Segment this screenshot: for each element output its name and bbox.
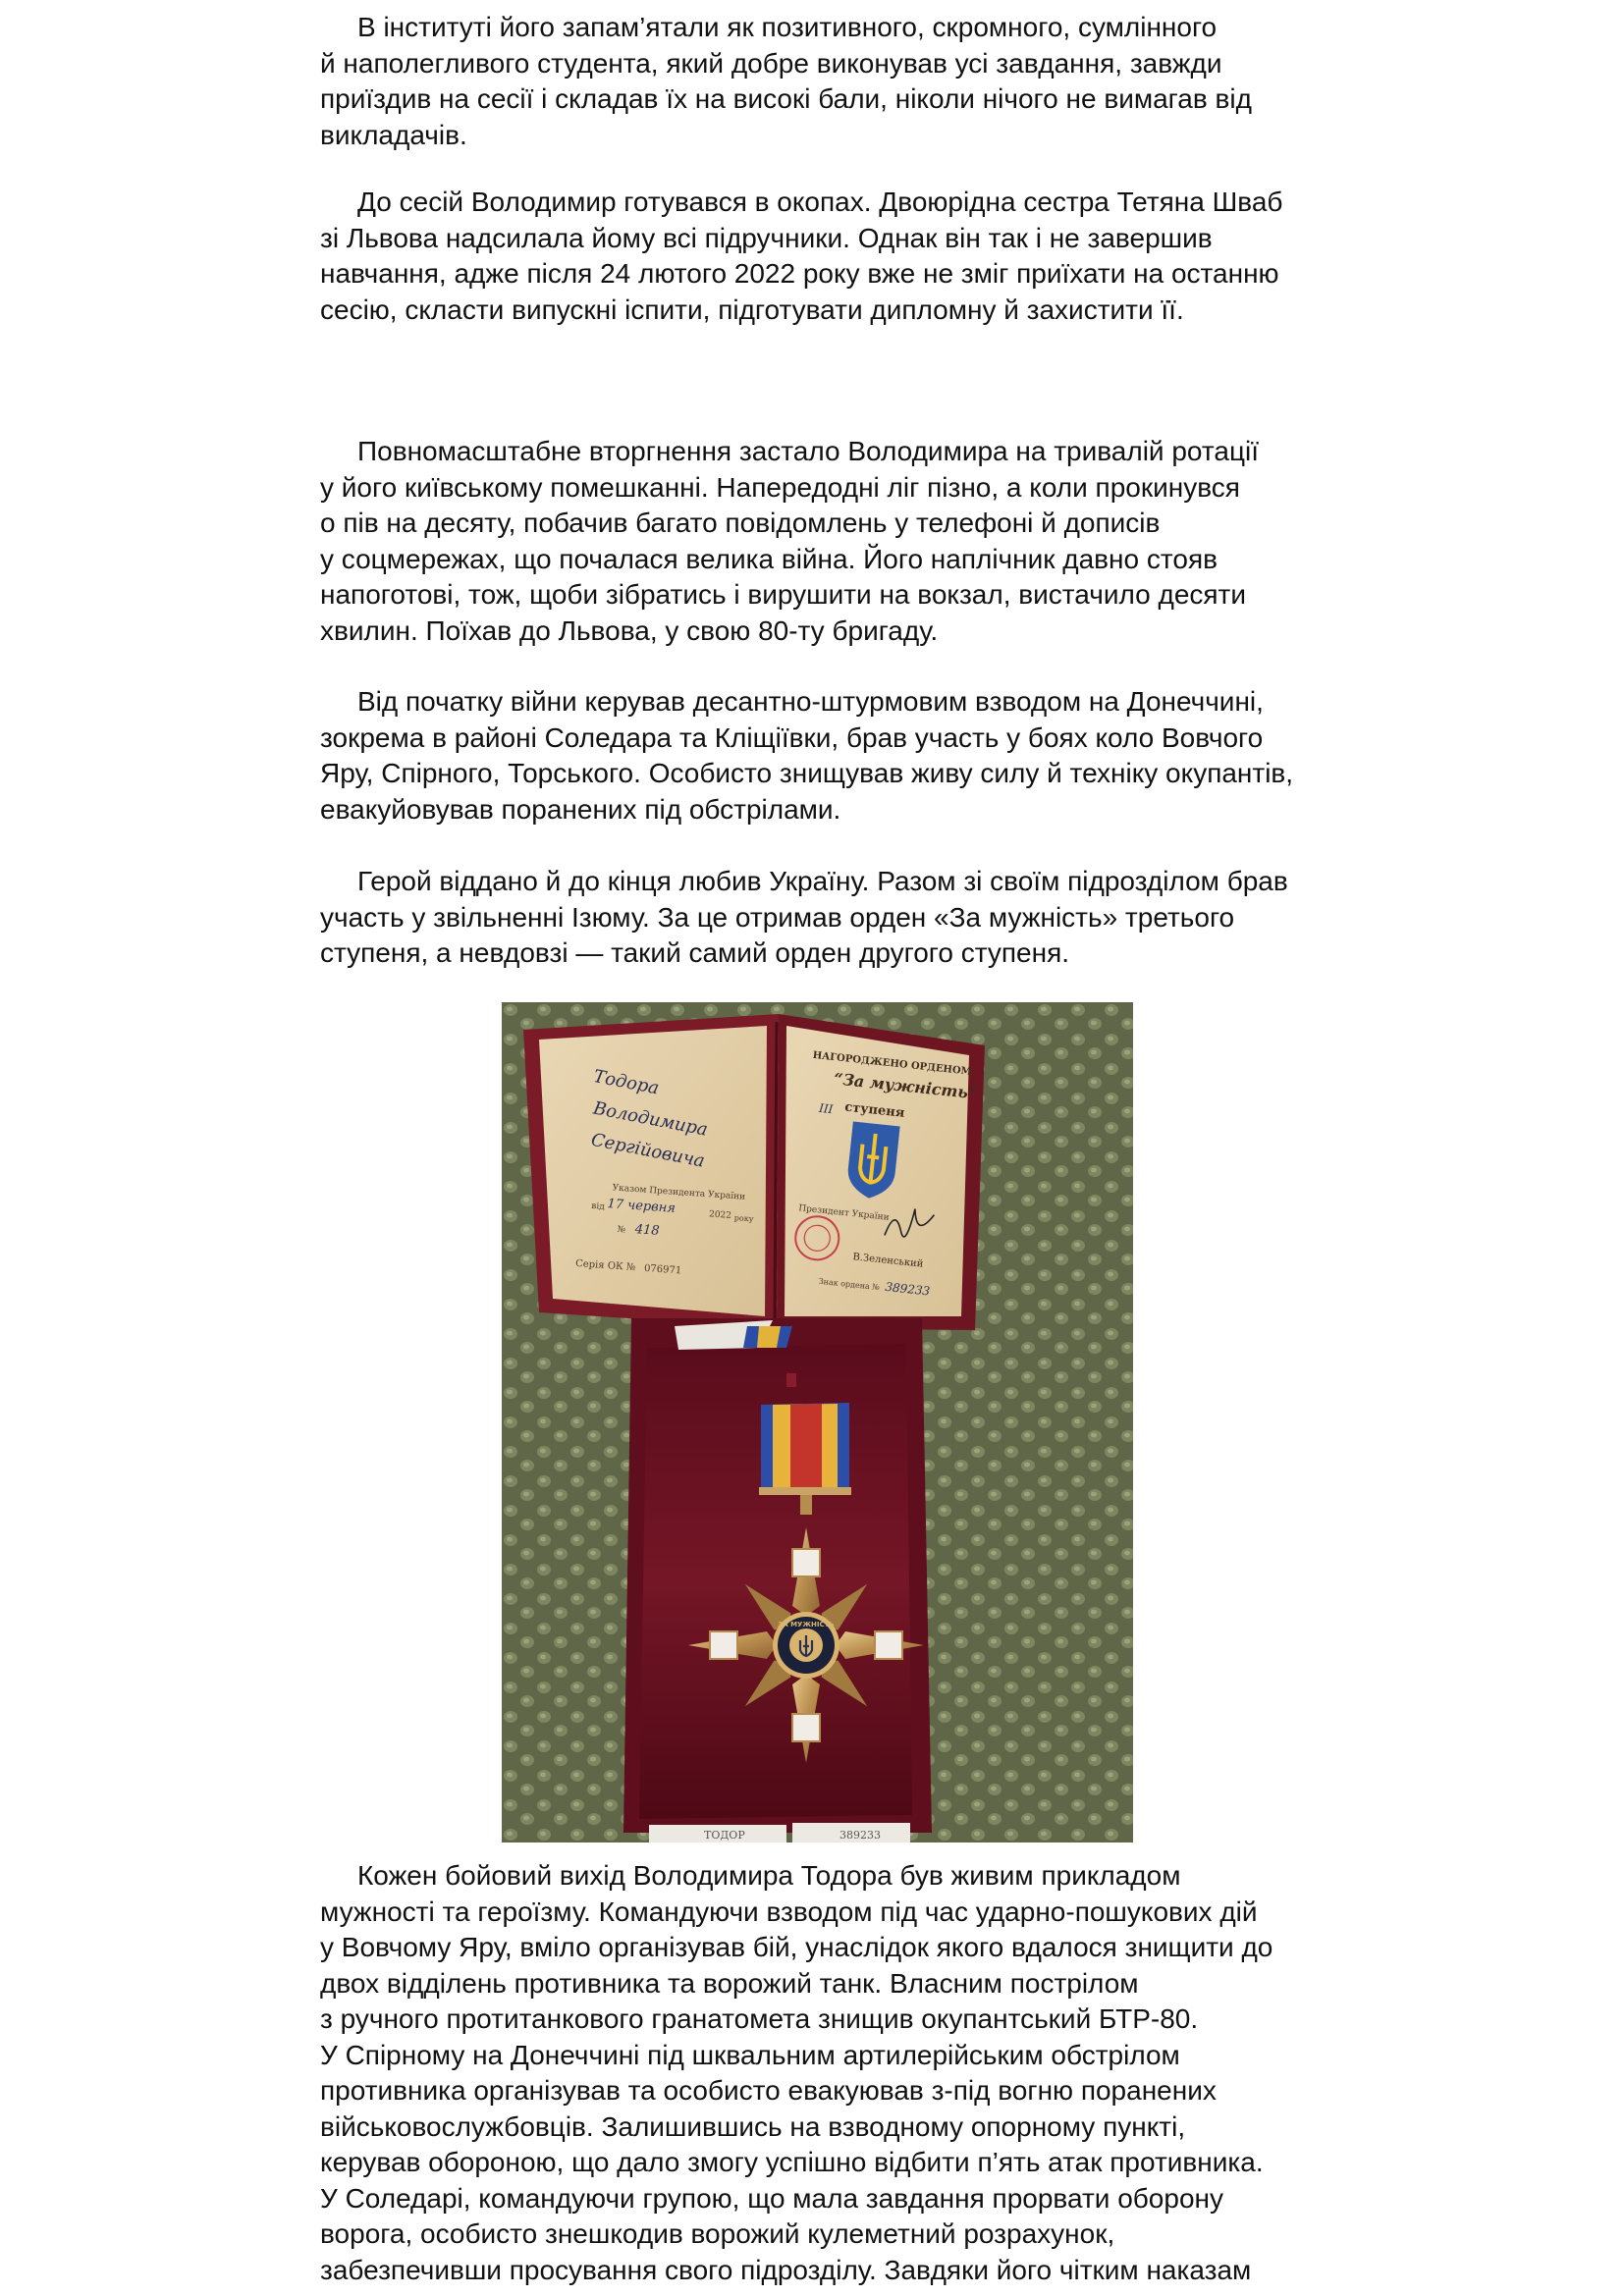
text-line: участь у звільненні Ізюму. За це отримав орден «За мужність» третього — [320, 901, 1235, 933]
text-line: забезпечивши просування свого підрозділу. Завдяки його чітким наказам — [320, 2254, 1252, 2285]
order-name: “За мужність” — [833, 1069, 979, 1103]
box-label-number: 389233 — [839, 1829, 881, 1842]
series-label: Серія ОК № — [574, 1257, 636, 1274]
text-line: напоготові, тож, щоби зібратись і вирушити на вокзал, вистачило десяти — [320, 579, 1247, 610]
decree-label: Указом Президента України — [612, 1183, 746, 1202]
recipient-first-name: Володимира — [591, 1097, 710, 1141]
paragraph-combat — [320, 684, 1322, 828]
text-line: й наполегливого студента, який добре виконував усі завдання, завжди — [320, 47, 1222, 79]
text-line: У Соледарі, командуючи групою, що мала завдання прорвати оборону — [320, 2182, 1223, 2214]
awarded-heading: НАГОРОДЖЕНО ОРДЕНОМ — [812, 1049, 973, 1078]
decree-year: 2022 — [708, 1209, 732, 1221]
medal-box — [623, 1318, 932, 1833]
decree-date: 17 червня — [606, 1197, 677, 1216]
decree-from-label: від — [590, 1201, 606, 1212]
text-line: противника організував та особисто евакуював з-під вогню поранених — [320, 2075, 1217, 2106]
text-line: у Вовчому Яру, вміло організував бій, унаслідок якого вдалося знищити до — [320, 1932, 1273, 1962]
text-line: ворога, особисто знешкодив ворожий кулеметний розрахунок, — [320, 2218, 1115, 2249]
text-line: Яру, Спірного, Торського. Особисто знищував живу силу й техніку окупантів, — [320, 758, 1294, 788]
text-line: Від початку війни керував десантно-штурмовим взводом на Донеччині, — [357, 686, 1264, 717]
text-line: До сесій Володимир готувався в окопах. Двоюрідна сестра Тетяна Шваб — [357, 187, 1283, 217]
text-line: сесію, скласти випускні іспити, підготувати дипломну й захистити її. — [320, 294, 1184, 325]
award-photo — [502, 1002, 1133, 1842]
degree-word: ступеня — [843, 1099, 906, 1121]
paragraph-heroism — [320, 1858, 1322, 2288]
text-line: керував обороною, що дало змогу успішно відбити п’ять атак противника. — [320, 2147, 1264, 2177]
text-line: у соцмережах, що почалася велика війна. Його наплічник давно стояв — [320, 543, 1218, 574]
text-line: Кожен бойовий вихід Володимира Тодора був живим прикладом — [357, 1860, 1181, 1891]
text-line: військовослужбовців. Залишившись на взводному опорному пункті, — [320, 2110, 1186, 2142]
award-photo-illustration — [502, 1002, 1133, 1842]
paragraph-institute — [320, 10, 1322, 153]
decree-number-label: № — [617, 1224, 626, 1236]
text-line: Герой віддано й до кінця любив Україну. Разом зі своїм підрозділом брав — [357, 866, 1288, 896]
medal-inscription: ЗА МУЖНІСТЬ — [778, 1621, 835, 1629]
decree-year-suffix: року — [733, 1213, 754, 1224]
president-name: В.Зеленський — [851, 1252, 924, 1270]
recipient-patronymic: Сергійовича — [589, 1129, 707, 1172]
text-line: у його київському помешканні. Напередодні ліг пізно, а коли прокинувся — [320, 471, 1240, 503]
text-line: о пів на десяту, побачив багато повідомлень у телефоні й дописів — [320, 507, 1161, 538]
text-line: В інституті його запам’ятали як позитивного, скромного, сумлінного — [357, 12, 1218, 42]
text-line: У Спірному на Донеччині під шквальним артилерійським обстрілом — [320, 2039, 1180, 2070]
box-label — [649, 1823, 910, 1842]
text-line: мужності та героїзму. Командуючи взводом під час ударно-пошукових дій — [320, 1896, 1258, 1927]
paragraph-studies — [320, 185, 1322, 328]
text-line: зокрема в районі Соледара та Кліщіївки, брав участь у боях коло Вовчого — [320, 721, 1264, 753]
text-line: приїздив на сесії і складав їх на високі бали, ніколи нічого не вимагав від — [320, 83, 1252, 114]
text-line: зі Львова надсилала йому всі підручники. Однак він так і не завершив — [320, 222, 1213, 253]
sign-number: 389233 — [884, 1279, 931, 1299]
president-label: Президент України — [797, 1203, 891, 1223]
paragraph-invasion — [320, 434, 1322, 649]
recipient-surname: Тодора — [591, 1065, 661, 1099]
text-line: двох відділень противника та ворожий танк. Власним пострілом — [320, 1967, 1139, 1999]
series-number: 076971 — [643, 1262, 682, 1277]
text-line: хвилин. Поїхав до Львова, у свою 80-ту бригаду. — [320, 614, 939, 646]
paragraph-awards — [320, 864, 1322, 972]
box-label-name: ТОДОР — [704, 1829, 745, 1842]
text-line: навчання, адже після 24 лютого 2022 року вже не зміг приїхати на останню — [320, 258, 1279, 289]
decree-number: 418 — [634, 1222, 661, 1239]
sign-number-label: Знак ордена № — [818, 1276, 881, 1293]
text-line: евакуйовував поранених під обстрілами. — [320, 793, 841, 825]
text-line: з ручного протитанкового гранатомета знищив окупантський БТР-80. — [320, 2003, 1199, 2034]
text-line: викладачів. — [320, 119, 467, 150]
text-line: ступеня, а невдовзі — такий самий орден другого ступеня. — [320, 937, 1070, 968]
text-line: Повномасштабне вторгнення застало Володимира на тривалій ротації — [357, 436, 1259, 466]
degree-number: III — [818, 1100, 835, 1117]
